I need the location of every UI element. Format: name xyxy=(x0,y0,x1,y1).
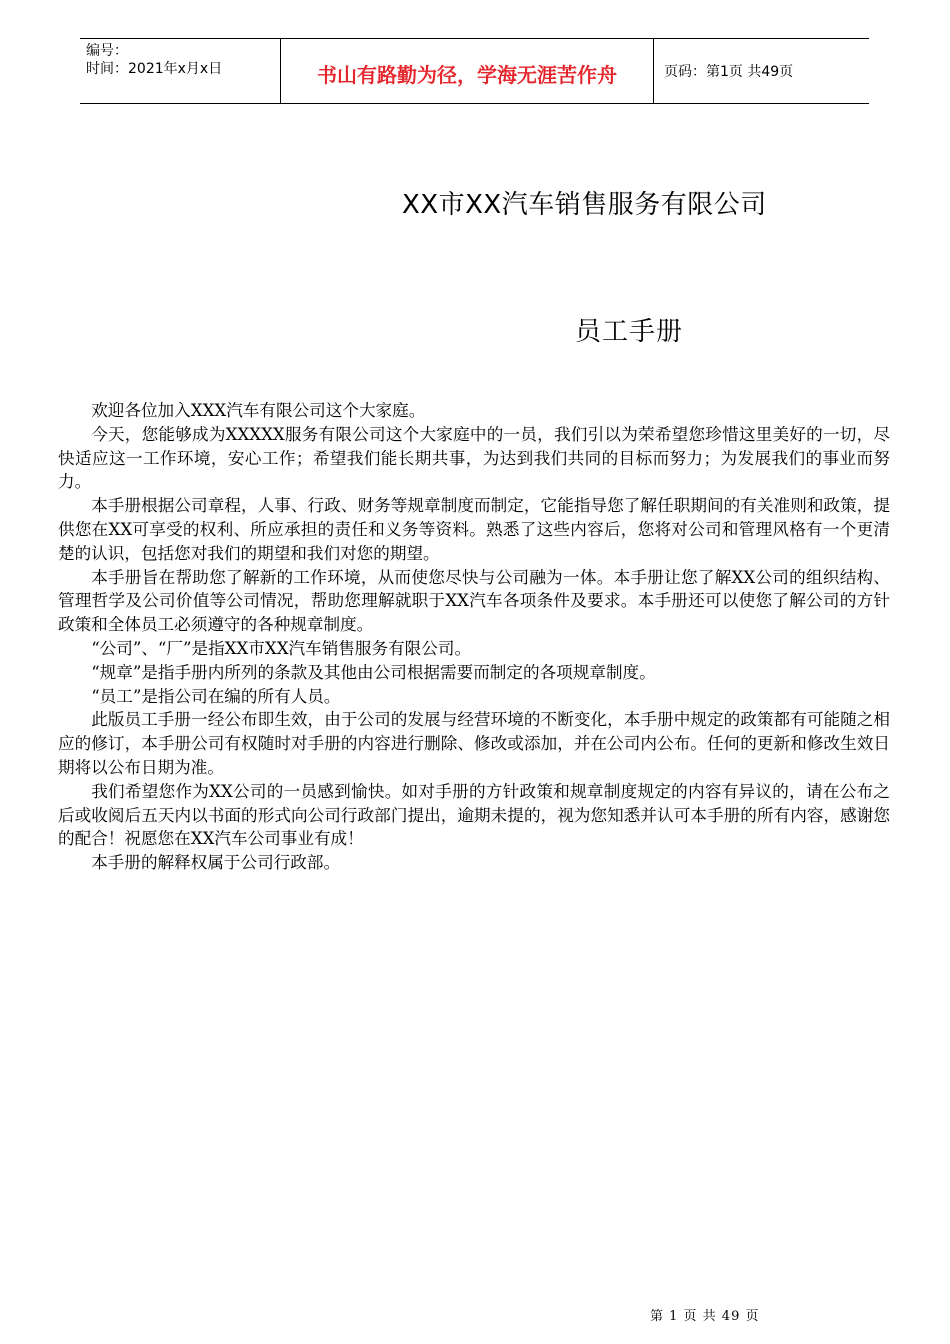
paragraph: 今天，您能够成为XXXXX服务有限公司这个大家庭中的一员，我们引以为荣希望您珍惜这里美好的一切，尽快适应这一工作环境，安心工作；希望我们能长期共事，为达到我们共同的目标而努力；为发展我们的事业而努力。 xyxy=(58,424,890,492)
company-title: XX市XX汽车销售服务有限公司 xyxy=(402,190,767,220)
number-label: 编号： xyxy=(86,43,128,59)
paragraph: 本手册旨在帮助您了解新的工作环境，从而使您尽快与公司融为一体。本手册让您了解XX公司的组织结构、管理哲学及公司价值等公司情况，帮助您理解就职于XX汽车各项条件及要求。本手册还可以使您了解公司的方针政策和全体员工必须遵守的各种规章制度。 xyxy=(58,567,890,635)
paragraph: 本手册根据公司章程，人事、行政、财务等规章制度而制定，它能指导您了解任职期间的有关准则和政策，提供您在XX可享受的权利、所应承担的责任和义务等资料。熟悉了这些内容后，您将对公司和管理风格有一个更清楚的认识，包括您对我们的期望和我们对您的期望。 xyxy=(58,496,890,563)
paragraph: 此版员工手册一经公布即生效，由于公司的发展与经营环境的不断变化，本手册中规定的政策都有可能随之相应的修订，本手册公司有权随时对手册的内容进行删除、修改或添加，并在公司内公布。任何的更新和修改生效日期将以公布日期为准。 xyxy=(58,710,890,777)
paragraph: “员工”是指公司在编的所有人员。 xyxy=(91,686,341,706)
page-footer: 第 1 页 共 49 页 xyxy=(650,1309,760,1324)
paragraph: “规章”是指手册内所列的条款及其他由公司根据需要而制定的各项规章制度。 xyxy=(91,662,656,682)
paragraph: “公司”、“厂”是指XX市XX汽车销售服务有限公司。 xyxy=(91,638,472,658)
date-label: 时间：2021年x月x日 xyxy=(86,61,223,77)
document-body xyxy=(58,399,890,875)
paragraph: 本手册的解释权属于公司行政部。 xyxy=(91,853,341,873)
page-header xyxy=(80,38,869,104)
header-page-info: 页码：第1页 共49页 xyxy=(664,64,794,80)
paragraph: 欢迎各位加入XXX汽车有限公司这个大家庭。 xyxy=(91,401,426,420)
header-meta xyxy=(80,39,281,103)
paragraph: 我们希望您作为XX公司的一员感到愉快。如对手册的方针政策和规章制度规定的内容有异议的，请在公布之后或收阅后五天内以书面的形式向公司行政部门提出，逾期未提的，视为您知悉并认可本手册的所有内容，感谢您的配合！祝愿您在XX汽车公司事业有成！ xyxy=(58,781,890,849)
header-motto: 书山有路勤为径，学海无涯苦作舟 xyxy=(281,39,654,103)
document-title: 员工手册 xyxy=(575,317,684,347)
